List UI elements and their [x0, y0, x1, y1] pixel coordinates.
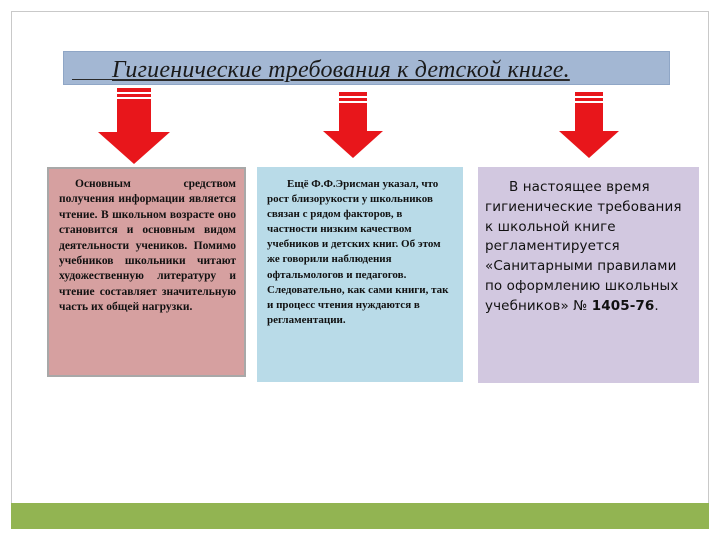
info-panel-regulations	[478, 167, 699, 383]
panel-1-text: Основным средством получения информации является чтение. В школьном возрасте оно становится и основным видом деятельности учеников. Помимо учебников школьники читают художественную литературу и чтение составляет значительную часть их общей нагрузки.	[59, 178, 236, 314]
page-title: Гигиенические требования к детской книге.	[112, 57, 570, 83]
down-arrow-icon	[98, 88, 170, 164]
panel-3-tail: .	[654, 297, 659, 314]
regulation-number: 1405-76	[591, 297, 655, 314]
footer-bar	[11, 503, 709, 529]
title-bar	[63, 51, 670, 85]
panel-3-text: В настоящее время гигиенические требования к школьной книге регламентируется «Санитарными правилами по оформлению школьных учебников» №	[485, 179, 682, 314]
panel-2-text: Ещё Ф.Ф.Эрисман указал, что рост близорукости у школьников связан с рядом факторов, в частности низким качеством учебников и детских книг. Об этом же говорили наблюдения офтальмологов и педагогов. Следовательно, как сами книги, так и процесс чтения нуждаются в регламентации.	[267, 178, 449, 326]
info-panel-erisman	[257, 167, 463, 382]
title-underline-lead	[72, 79, 112, 80]
down-arrow-icon	[323, 92, 383, 158]
down-arrow-icon	[559, 92, 619, 158]
info-panel-reading	[47, 167, 246, 377]
